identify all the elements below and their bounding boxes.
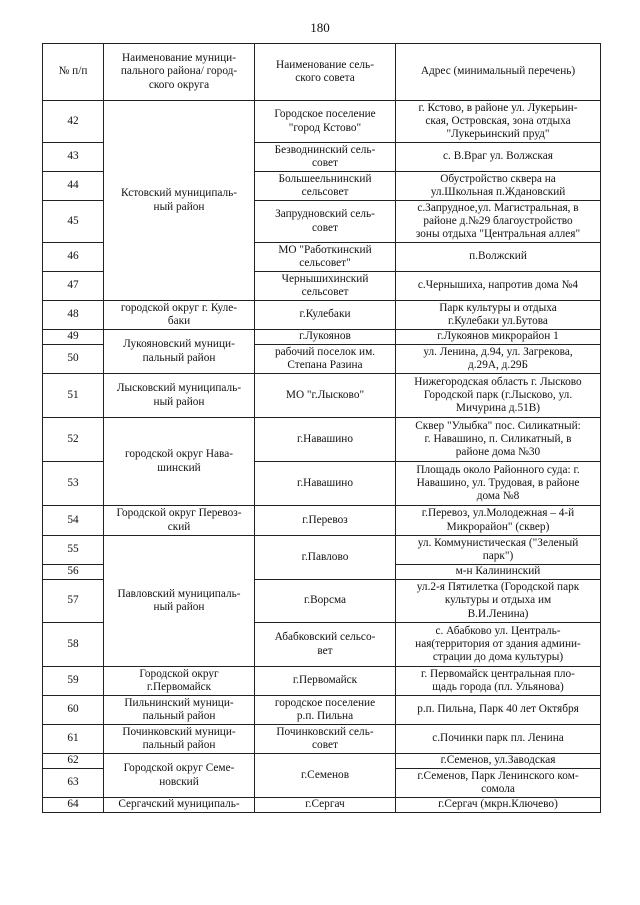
district-cell: Городской округ г.Первомайск — [104, 667, 255, 696]
address-cell: ул.2-я Пятилетка (Городской парк культуры и отдыха им В.И.Ленина) — [396, 580, 601, 623]
row-number: 55 — [43, 536, 104, 565]
table-row — [43, 101, 601, 143]
address-cell: Сквер "Улыбка" пос. Силикатный: г. Навашино, п. Силикатный, в районе дома №30 — [396, 418, 601, 462]
table-row — [43, 374, 601, 418]
council-cell: г.Сергач — [255, 798, 396, 813]
header-number: № п/п — [43, 44, 104, 101]
council-cell: Городское поселение "город Кстово" — [255, 101, 396, 143]
row-number: 44 — [43, 172, 104, 201]
row-number: 60 — [43, 696, 104, 725]
address-cell: Нижегородская область г. Лысково Городской парк (г.Лысково, ул. Мичурина д.51В) — [396, 374, 601, 418]
row-number: 54 — [43, 506, 104, 536]
row-number: 62 — [43, 754, 104, 769]
address-cell: м-н Калининский — [396, 565, 601, 580]
district-cell: городской округ г. Куле- баки — [104, 301, 255, 330]
district-cell: Городской округ Перевоз- ский — [104, 506, 255, 536]
address-cell: р.п. Пильна, Парк 40 лет Октября — [396, 696, 601, 725]
district-cell: городской округ Нава- шинский — [104, 418, 255, 506]
address-cell: с. В.Враг ул. Волжская — [396, 143, 601, 172]
council-cell: г.Навашино — [255, 462, 396, 506]
row-number: 57 — [43, 580, 104, 623]
table-row — [43, 418, 601, 462]
row-number: 53 — [43, 462, 104, 506]
council-cell: городское поселение р.п. Пильна — [255, 696, 396, 725]
row-number: 50 — [43, 345, 104, 374]
address-cell: с.Запрудное,ул. Магистральная, в районе д.№29 благоустройство зоны отдыха "Центральная аллея" — [396, 201, 601, 243]
address-cell: с.Чернышиха, напротив дома №4 — [396, 272, 601, 301]
address-cell: г. Первомайск центральная пло- щадь города (пл. Ульянова) — [396, 667, 601, 696]
address-cell: г.Перевоз, ул.Молодежная – 4-й Микрорайон" (сквер) — [396, 506, 601, 536]
row-number: 58 — [43, 623, 104, 667]
row-number: 46 — [43, 243, 104, 272]
row-number: 61 — [43, 725, 104, 754]
address-cell: г.Семенов, ул.Заводская — [396, 754, 601, 769]
district-cell: Сергачский муниципаль- — [104, 798, 255, 813]
table-row — [43, 667, 601, 696]
council-cell: Чернышихинский сельсовет — [255, 272, 396, 301]
row-number: 49 — [43, 330, 104, 345]
council-cell: г.Кулебаки — [255, 301, 396, 330]
table-row — [43, 330, 601, 345]
district-cell: Павловский муниципаль- ный район — [104, 536, 255, 667]
row-number: 45 — [43, 201, 104, 243]
address-cell: Парк культуры и отдыха г.Кулебаки ул.Бутова — [396, 301, 601, 330]
header-district: Наименование муници- пального района/ город- ского округа — [104, 44, 255, 101]
council-cell: г.Семенов — [255, 754, 396, 798]
address-cell: г.Лукоянов микрорайон 1 — [396, 330, 601, 345]
row-number: 43 — [43, 143, 104, 172]
council-cell: Безводнинский сель- совет — [255, 143, 396, 172]
row-number: 59 — [43, 667, 104, 696]
council-cell: Абабковский сельсо- вет — [255, 623, 396, 667]
council-cell: МО "Работкинский сельсовет" — [255, 243, 396, 272]
header-council: Наименование сель- ского совета — [255, 44, 396, 101]
district-cell: Починковский муници- пальный район — [104, 725, 255, 754]
address-cell: г.Семенов, Парк Ленинского ком- сомола — [396, 769, 601, 798]
council-cell: Запрудновский сель- совет — [255, 201, 396, 243]
district-cell: Кстовский муниципаль- ный район — [104, 101, 255, 301]
address-cell: ул. Ленина, д.94, ул. Загрекова, д.29А, д.29Б — [396, 345, 601, 374]
council-cell: МО "г.Лысково" — [255, 374, 396, 418]
row-number: 48 — [43, 301, 104, 330]
address-cell: п.Волжский — [396, 243, 601, 272]
district-cell: Лысковский муниципаль- ный район — [104, 374, 255, 418]
table-row — [43, 725, 601, 754]
council-cell: г.Навашино — [255, 418, 396, 462]
council-cell: г.Перевоз — [255, 506, 396, 536]
row-number: 56 — [43, 565, 104, 580]
locations-table — [42, 43, 601, 813]
table-row — [43, 301, 601, 330]
council-cell: Большеельнинский сельсовет — [255, 172, 396, 201]
council-cell: г.Ворсма — [255, 580, 396, 623]
district-cell: Городской округ Семе- новский — [104, 754, 255, 798]
row-number: 63 — [43, 769, 104, 798]
address-cell: с.Починки парк пл. Ленина — [396, 725, 601, 754]
row-number: 47 — [43, 272, 104, 301]
address-cell: г.Сергач (мкрн.Ключево) — [396, 798, 601, 813]
table-header-row — [43, 44, 601, 101]
table-row — [43, 506, 601, 536]
header-address: Адрес (минимальный перечень) — [396, 44, 601, 101]
row-number: 42 — [43, 101, 104, 143]
council-cell: г.Первомайск — [255, 667, 396, 696]
table-row — [43, 754, 601, 769]
row-number: 51 — [43, 374, 104, 418]
address-cell: Площадь около Районного суда: г. Навашино, ул. Трудовая, в районе дома №8 — [396, 462, 601, 506]
table-row — [43, 696, 601, 725]
table-row — [43, 798, 601, 813]
table-row — [43, 536, 601, 565]
address-cell: ул. Коммунистическая ("Зеленый парк") — [396, 536, 601, 565]
district-cell: Пильнинский муници- пальный район — [104, 696, 255, 725]
page-number: 180 — [310, 20, 330, 35]
district-cell: Лукояновский муници- пальный район — [104, 330, 255, 374]
row-number: 52 — [43, 418, 104, 462]
address-cell: с. Абабково ул. Централь- ная(территория от здания админи- страции до дома культуры) — [396, 623, 601, 667]
address-cell: г. Кстово, в районе ул. Лукерьин- ская, Островская, зона отдыха "Лукерьинский пруд" — [396, 101, 601, 143]
council-cell: рабочий поселок им. Степана Разина — [255, 345, 396, 374]
row-number: 64 — [43, 798, 104, 813]
address-cell: Обустройство сквера на ул.Школьная п.Ждановский — [396, 172, 601, 201]
council-cell: г.Павлово — [255, 536, 396, 580]
council-cell: г.Лукоянов — [255, 330, 396, 345]
council-cell: Починковский сель- совет — [255, 725, 396, 754]
